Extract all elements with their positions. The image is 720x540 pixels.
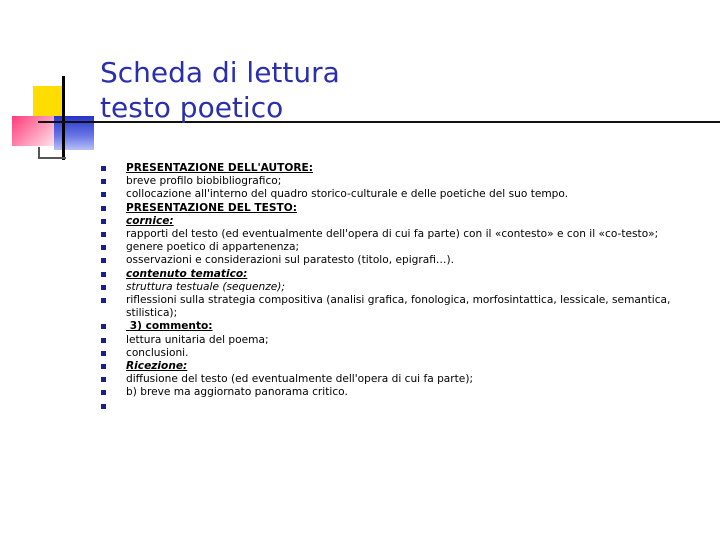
list-item-text: lettura unitaria del poema;: [126, 333, 269, 346]
square-bullet-icon: [101, 298, 106, 303]
square-bullet-icon: [101, 206, 106, 211]
square-bullet-icon: [101, 364, 106, 369]
square-bullet-icon: [101, 232, 106, 237]
list-item: [100, 202, 680, 215]
list-item: [100, 175, 680, 188]
square-bullet-icon: [101, 404, 106, 409]
list-item: [100, 334, 680, 347]
list-item-text: cornice:: [126, 214, 174, 227]
list-item-text: riflessioni sulla strategia compositiva (analisi grafica, fonologica, morfosintattica, lessicale, semantica, stilistica);: [126, 294, 674, 320]
list-item: [100, 268, 680, 281]
list-item-text: struttura testuale (sequenze);: [126, 280, 285, 293]
list-item-text: contenuto tematico:: [126, 267, 248, 280]
list-item: [100, 281, 680, 294]
list-item: [100, 254, 680, 267]
list-item: [100, 320, 680, 333]
list-item-text: 3) commento:: [126, 320, 213, 333]
square-bullet-icon: [101, 377, 106, 382]
bullet-list: [100, 162, 680, 413]
square-bullet-icon: [101, 285, 106, 290]
slide-title-line-1: Scheda di lettura: [100, 56, 340, 89]
square-bullet-icon: [101, 324, 106, 329]
logo-corner-frame: [38, 147, 66, 159]
list-item: [100, 162, 680, 175]
list-item: [100, 241, 680, 254]
list-item: [100, 347, 680, 360]
list-item-text: conclusioni.: [126, 346, 189, 359]
list-item: [100, 228, 680, 241]
square-bullet-icon: [101, 258, 106, 263]
list-item-text: PRESENTAZIONE DELL'AUTORE:: [126, 162, 314, 174]
square-bullet-icon: [101, 166, 106, 171]
square-bullet-icon: [101, 390, 106, 395]
list-item-text: rapporti del testo (ed eventualmente dell'opera di cui fa parte) con il «contesto» e con il «co-testo»;: [126, 228, 659, 241]
square-bullet-icon: [101, 351, 106, 356]
square-bullet-icon: [101, 272, 106, 277]
list-item-text: breve profilo biobibliografico;: [126, 175, 282, 188]
list-item-text: Ricezione:: [126, 360, 188, 373]
slide-title: [100, 55, 340, 125]
square-bullet-icon: [101, 245, 106, 250]
slide-title-line-2: testo poetico: [100, 91, 284, 124]
list-item: [100, 188, 680, 201]
list-item: [100, 360, 680, 373]
list-item: [100, 400, 680, 413]
list-item-text: PRESENTAZIONE DEL TESTO:: [126, 201, 297, 214]
list-item-text: genere poetico di appartenenza;: [126, 241, 300, 254]
list-item-text: diffusione del testo (ed eventualmente dell'opera di cui fa parte);: [126, 373, 474, 386]
list-item: [100, 386, 680, 399]
square-bullet-icon: [101, 219, 106, 224]
square-bullet-icon: [101, 338, 106, 343]
list-item: [100, 215, 680, 228]
square-bullet-icon: [101, 192, 106, 197]
list-item: [100, 294, 680, 320]
square-bullet-icon: [101, 179, 106, 184]
list-item-text: b) breve ma aggiornato panorama critico.: [126, 386, 348, 399]
list-item-text: osservazioni e considerazioni sul paratesto (titolo, epigrafi…).: [126, 254, 454, 267]
list-item-text: collocazione all'interno del quadro storico-culturale e delle poetiche del suo tempo.: [126, 188, 569, 201]
list-item: [100, 373, 680, 386]
